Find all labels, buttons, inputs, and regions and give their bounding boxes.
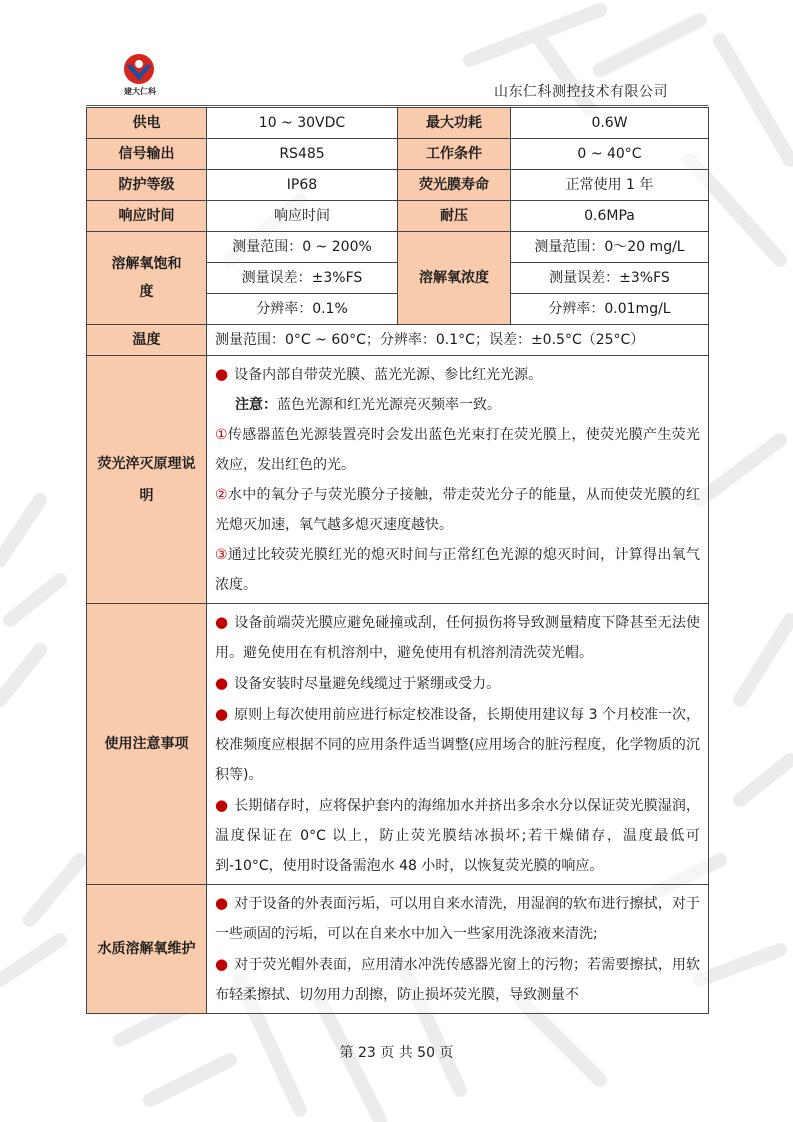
- value-max-power: 0.6W: [511, 108, 709, 139]
- label-protection: 防护等级: [87, 170, 207, 201]
- value-pressure: 0.6MPa: [511, 201, 709, 232]
- label-principle: 荧光淬灭原理说明: [87, 356, 207, 604]
- maintenance-content: [207, 885, 709, 1014]
- value-protection: IP68: [207, 170, 398, 201]
- bullet-icon: ●: [215, 365, 229, 383]
- label-concentration: 溶解氧浓度: [398, 232, 511, 325]
- value-power: 10 ~ 30VDC: [207, 108, 398, 139]
- value-saturation-resolution: 分辨率：0.1%: [207, 294, 398, 325]
- value-concentration-range: 测量范围：0～20 mg/L: [511, 232, 709, 263]
- step-number: ②: [215, 487, 228, 503]
- label-film-life: 荧光膜寿命: [398, 170, 511, 201]
- value-signal: RS485: [207, 139, 398, 170]
- list-item: ● 设备前端荧光膜应避免碰撞或刮，任何损伤将导致测量精度下降甚至无法使用。避免使用在有机溶剂中，避免使用有机溶剂清洗荧光帽。: [215, 613, 701, 661]
- label-usage: 使用注意事项: [87, 604, 207, 885]
- bullet-icon: ●: [215, 613, 229, 631]
- company-name: 山东仁科测控技术有限公司: [494, 84, 668, 100]
- step-number: ①: [215, 427, 228, 443]
- list-item: ● 对于设备的外表面污垢，可以用自来水清洗，用湿润的软布进行擦拭，对于一些顽固的污垢，可以在自来水中加入一些家用洗涤液来清洗;: [215, 894, 701, 942]
- label-max-power: 最大功耗: [398, 108, 511, 139]
- bullet-icon: ●: [215, 894, 229, 912]
- label-work-condition: 工作条件: [398, 139, 511, 170]
- value-saturation-error: 测量误差：±3%FS: [207, 263, 398, 294]
- table-row: [87, 170, 709, 201]
- table-row: [87, 108, 709, 139]
- value-saturation-range: 测量范围：0 ~ 200%: [207, 232, 398, 263]
- value-concentration-error: 测量误差：±3%FS: [511, 263, 709, 294]
- logo-text: 建大仁科: [124, 87, 156, 96]
- label-pressure: 耐压: [398, 201, 511, 232]
- value-concentration-resolution: 分辨率：0.01mg/L: [511, 294, 709, 325]
- table-row: [87, 356, 709, 604]
- list-item: ● 原则上每次使用前应进行标定校准设备，长期使用建议每 3 个月校准一次，校准频度应根据不同的应用条件适当调整(应用场合的脏污程度，化学物质的沉积等)。: [215, 705, 700, 783]
- value-film-life: 正常使用 1 年: [511, 170, 709, 201]
- table-row: [87, 325, 709, 356]
- bullet-icon: ●: [215, 796, 229, 814]
- value-temperature: 测量范围：0°C ~ 60°C；分辨率：0.1°C；误差：±0.5°C（25°C）: [207, 325, 709, 356]
- label-saturation: 溶解氧饱和度: [87, 232, 207, 325]
- spec-table: [86, 107, 709, 1014]
- bullet-icon: ●: [215, 705, 229, 723]
- label-power: 供电: [87, 108, 207, 139]
- header-divider: [86, 105, 708, 106]
- label-signal: 信号输出: [87, 139, 207, 170]
- usage-content: [207, 604, 709, 885]
- table-row: [87, 232, 709, 263]
- list-item: ● 长期储存时，应将保护套内的海绵加水并挤出多余水分以保证荧光膜湿润，温度保证在 0°C 以上，防止荧光膜结冰损坏;若干燥储存，温度最低可到-10°C，使用时设备需泡水 48 小时，以恢复荧光膜的响应。: [215, 796, 701, 874]
- bullet-icon: ●: [215, 674, 229, 692]
- value-response: 响应时间: [207, 201, 398, 232]
- list-item: ● 设备安装时尽量避免线缆过于紧绷或受力。: [215, 674, 501, 692]
- table-row: [87, 139, 709, 170]
- list-item: ● 对于荧光帽外表面，应用清水冲洗传感器光窗上的污物；若需要擦拭，用软布轻柔擦拭、切勿用力刮擦，防止损坏荧光膜，导致测量不: [215, 955, 701, 1003]
- page-number: 第 23 页 共 50 页: [339, 1045, 454, 1061]
- bullet-icon: ●: [215, 955, 229, 973]
- value-work-condition: 0 ~ 40°C: [511, 139, 709, 170]
- principle-content: ● 设备内部自带荧光膜、蓝光光源、参比红光光源。 注意：蓝色光源和红光光源亮灭频率一致。 ①传感器蓝色光源装置亮时会发出蓝色光束打在荧光膜上，使荧光膜产生荧光效应，发出红色的光。 ②水中的氧分子与荧光膜分子接触，带走荧光分子的能量，从而使荧光膜的红光熄灭加速，氧气越多熄灭速度越快。 ③通过比较荧光膜红光的熄灭时间与正常红色光源的熄灭时间，计算得出氧气浓度。: [207, 356, 709, 604]
- label-response: 响应时间: [87, 201, 207, 232]
- page-header: [86, 48, 708, 106]
- step-number: ③: [215, 547, 228, 563]
- table-row: [87, 885, 709, 1014]
- label-maintenance: 水质溶解氧维护: [87, 885, 207, 1014]
- label-temperature: 温度: [87, 325, 207, 356]
- table-row: [87, 604, 709, 885]
- table-row: [87, 201, 709, 232]
